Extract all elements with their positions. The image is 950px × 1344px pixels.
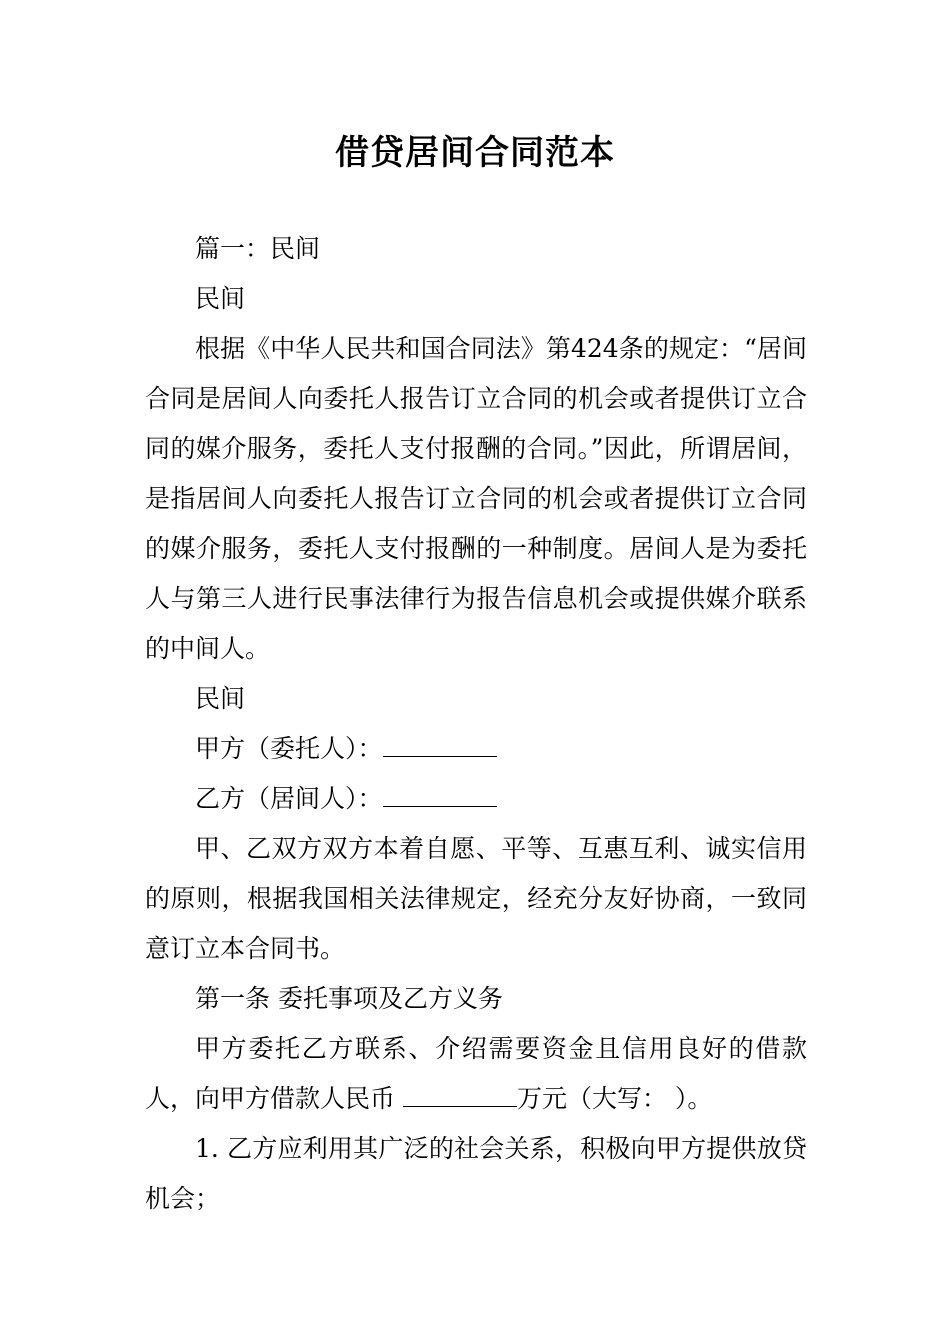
article-heading: 第一条 委托事项及乙方义务 <box>195 984 503 1013</box>
section-heading: 篇一：民间 <box>195 234 321 263</box>
list-item: 1. 乙方应利用其广泛的社会关系，积极向甲方提供放贷机会； <box>145 1134 807 1213</box>
paragraph: 根据《中华人民共和国合同法》第424条的规定：“居间合同是居间人向委托人报告订立合同的机会或者提供订立合同的媒介服务，委托人支付报酬的合同。”因此，所谓居间，是指居间人向委托人报告订立合同的机会或者提供订立合同的媒介服务，委托人支付报酬的一种制度。居间人是为委托人与第三人进行民事法律行为报告信息机会或提供媒介联系的中间人。 <box>145 334 807 663</box>
party-b-line <box>145 774 807 824</box>
document-body <box>145 224 807 1224</box>
party-a-blank <box>383 726 497 757</box>
paragraph <box>145 1024 807 1124</box>
party-a-line <box>145 724 807 774</box>
loan-text-before: 甲方委托乙方联系、介绍需要资金且信用良好的借款人，向甲方借款人民币 <box>145 1034 807 1113</box>
loan-text-after: 万元（大写： ）。 <box>516 1084 713 1113</box>
loan-amount-blank <box>403 1076 517 1107</box>
document-title: 借贷居间合同范本 <box>335 133 615 173</box>
paragraph: 甲、乙双方双方本着自愿、平等、互惠互利、诚实信用的原则，根据我国相关法律规定，经充分友好协商，一致同意订立本合同书。 <box>145 834 807 963</box>
party-b-blank <box>383 776 497 807</box>
party-b-label: 乙方（居间人）： <box>195 784 383 813</box>
paragraph: 民间 <box>195 684 246 713</box>
party-a-label: 甲方（委托人）： <box>195 734 383 763</box>
paragraph: 民间 <box>195 284 246 313</box>
